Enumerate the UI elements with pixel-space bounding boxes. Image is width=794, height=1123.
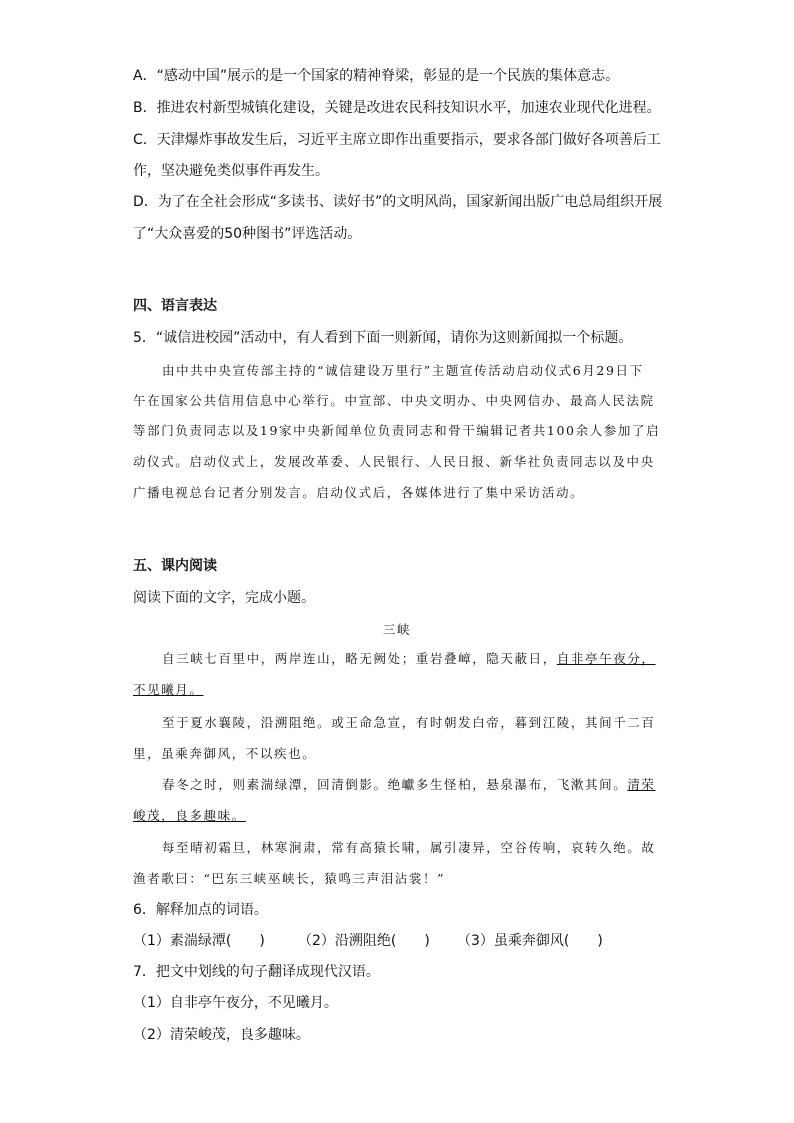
- news-line-3: 等部门负责同志以及19家中央新闻单位负责同志和骨干编辑记者共100余人参加了启: [133, 423, 661, 438]
- underlined-sentence-2a: 清荣: [627, 777, 656, 792]
- news-line-4: 动仪式。启动仪式上，发展改革委、人民银行、人民日报、新华社负责同志以及中央: [133, 454, 655, 469]
- passage-p2-line2: 里，虽乘奔御风，不以疾也。: [133, 746, 317, 761]
- question-7: 7．把文中划线的句子翻译成现代汉语。: [133, 964, 380, 980]
- option-c-line2: 作，坚决避免类似事件再发生。: [133, 163, 329, 179]
- news-line-2: 午在国家公共信用信息中心举行。中宣部、中央文明办、中央网信办、最高人民法院: [133, 393, 655, 408]
- passage-p4-line2: 渔者歌曰：“巴东三峡巫峡长，猿鸣三声泪沾裳！”: [133, 871, 446, 886]
- question-6-item-3: （3）虽乘奔御风( ): [457, 933, 603, 949]
- question-6-item-2: （2）沿溯阻绝( ): [298, 933, 430, 949]
- passage-p1-line1: [162, 650, 656, 668]
- passage-p3-line1: [162, 776, 656, 794]
- option-a: A．“感动中国”展示的是一个国家的精神脊梁，彰显的是一个民族的集体意志。: [133, 68, 620, 84]
- news-line-1: 由中共中央宣传部主持的“诚信建设万里行”主题宣传活动启动仪式6月29日下: [162, 363, 644, 378]
- question-7-item-2: （2）清荣峻茂，良多趣味。: [133, 1027, 310, 1043]
- passage-p1-text: 自三峡七百里中，两岸连山，略无阙处；重岩叠嶂，隐天蔽日，: [162, 651, 557, 666]
- option-b: B．推进农村新型城镇化建设，关键是改进农民科技知识水平，加速农业现代化进程。: [133, 100, 661, 116]
- passage-p3-line2: [133, 807, 246, 825]
- section-4-title: 四、语言表达: [133, 298, 217, 314]
- news-line-5: 广播电视总台记者分别发言。启动仪式后，各媒体进行了集中采访活动。: [133, 485, 585, 500]
- underlined-sentence-1b: 不见曦月。: [133, 682, 204, 697]
- question-5: 5．“诚信进校园”活动中，有人看到下面一则新闻，请你为这则新闻拟一个标题。: [133, 330, 633, 346]
- passage-p4-line1: 每至晴初霜旦，林寒涧肃，常有高猿长啸，属引凄异，空谷传响，哀转久绝。故: [162, 840, 656, 855]
- reading-intro: 阅读下面的文字，完成小题。: [133, 590, 315, 606]
- option-c-line1: C．天津爆炸事故发生后，习近平主席立即作出重要指示，要求各部门做好各项善后工: [133, 132, 661, 148]
- option-d-line1: D．为了在全社会形成“多读书、读好书”的文明风尚，国家新闻出版广电总局组织开展: [133, 194, 663, 210]
- section-5-title: 五、课内阅读: [133, 558, 217, 574]
- question-6-item-1: （1）素湍绿潭( ): [133, 933, 265, 949]
- passage-p3-text: 春冬之时，则素湍绿潭，回清倒影。绝巘多生怪柏，悬泉瀑布，飞漱其间。: [162, 777, 628, 792]
- underlined-sentence-1a: 自非亭午夜分，: [556, 651, 656, 666]
- passage-p1-line2: [133, 681, 204, 699]
- option-d-line2: 了“大众喜爱的50种图书”评选活动。: [133, 226, 362, 242]
- question-7-item-1: （1）自非亭午夜分，不见曦月。: [133, 995, 338, 1011]
- question-6: 6．解释加点的词语。: [133, 902, 268, 918]
- passage-title: 三峡: [382, 622, 412, 637]
- underlined-sentence-2b: 峻茂，良多趣味。: [133, 808, 246, 823]
- passage-p2-line1: 至于夏水襄陵，沿溯阻绝。或王命急宣，有时朝发白帝，暮到江陵，其间千二百: [162, 715, 656, 730]
